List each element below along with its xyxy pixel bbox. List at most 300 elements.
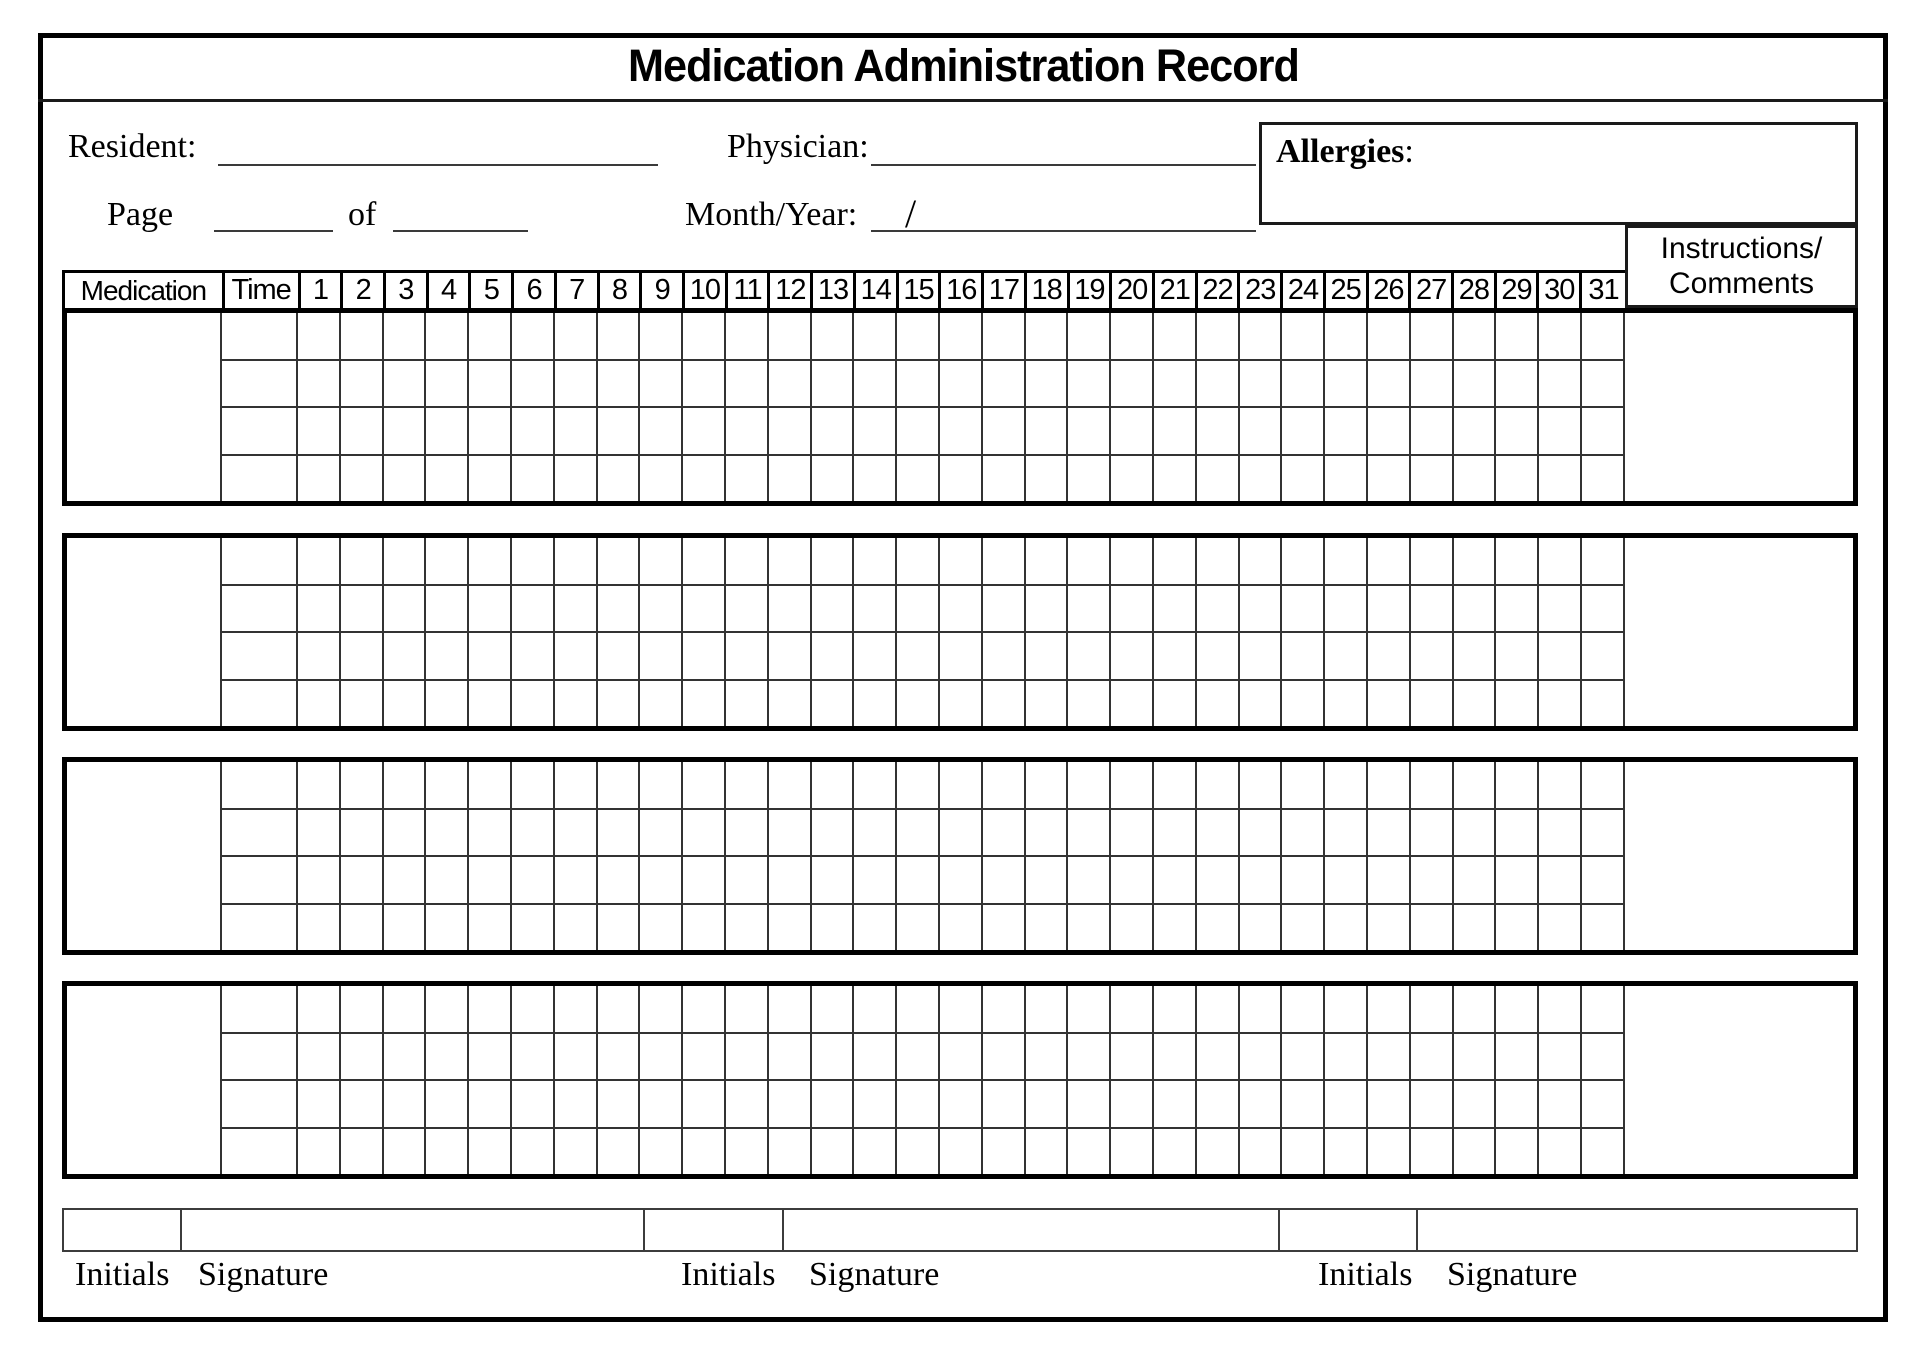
day-grid-cell[interactable] xyxy=(1154,986,1197,1032)
day-grid-cell[interactable] xyxy=(1068,313,1111,359)
day-grid-cell[interactable] xyxy=(769,586,812,632)
time-cell[interactable] xyxy=(222,1129,298,1175)
day-grid-cell[interactable] xyxy=(683,681,726,727)
page-number-line[interactable] xyxy=(214,198,333,232)
day-grid-cell[interactable] xyxy=(640,1034,683,1080)
day-grid-cell[interactable] xyxy=(1026,1081,1069,1127)
day-grid-cell[interactable] xyxy=(769,1129,812,1175)
day-grid-cell[interactable] xyxy=(1539,1129,1582,1175)
medication-name-cell[interactable] xyxy=(67,538,222,726)
day-grid-cell[interactable] xyxy=(298,313,341,359)
day-grid-cell[interactable] xyxy=(1282,408,1325,454)
day-grid-cell[interactable] xyxy=(897,1129,940,1175)
day-grid-cell[interactable] xyxy=(854,456,897,502)
day-grid-cell[interactable] xyxy=(1026,762,1069,808)
day-grid-cell[interactable] xyxy=(1325,1034,1368,1080)
day-grid-cell[interactable] xyxy=(1539,905,1582,951)
day-grid-cell[interactable] xyxy=(640,361,683,407)
day-grid-cell[interactable] xyxy=(1539,586,1582,632)
day-grid-cell[interactable] xyxy=(1368,408,1411,454)
day-grid-cell[interactable] xyxy=(1197,905,1240,951)
day-grid-cell[interactable] xyxy=(512,1034,555,1080)
day-grid-cell[interactable] xyxy=(1154,1129,1197,1175)
day-grid-cell[interactable] xyxy=(940,1129,983,1175)
day-grid-cell[interactable] xyxy=(1325,905,1368,951)
day-grid-cell[interactable] xyxy=(512,586,555,632)
day-grid-cell[interactable] xyxy=(1111,1129,1154,1175)
day-grid-cell[interactable] xyxy=(1282,633,1325,679)
day-grid-cell[interactable] xyxy=(341,762,384,808)
day-grid-cell[interactable] xyxy=(512,681,555,727)
day-grid-cell[interactable] xyxy=(1240,1034,1283,1080)
day-grid-cell[interactable] xyxy=(512,456,555,502)
day-grid-cell[interactable] xyxy=(1154,586,1197,632)
day-grid-cell[interactable] xyxy=(1411,361,1454,407)
day-grid-cell[interactable] xyxy=(1539,857,1582,903)
day-grid-cell[interactable] xyxy=(726,762,769,808)
day-grid-cell[interactable] xyxy=(555,681,598,727)
day-grid-cell[interactable] xyxy=(1454,313,1497,359)
day-grid-cell[interactable] xyxy=(1197,1034,1240,1080)
day-grid-cell[interactable] xyxy=(940,986,983,1032)
month-year-input-line[interactable] xyxy=(871,198,1256,232)
day-grid-cell[interactable] xyxy=(897,905,940,951)
instructions-comments-cell[interactable] xyxy=(1625,538,1853,726)
day-grid-cell[interactable] xyxy=(469,1129,512,1175)
day-grid-cell[interactable] xyxy=(1411,1081,1454,1127)
day-grid-cell[interactable] xyxy=(469,857,512,903)
day-grid-cell[interactable] xyxy=(940,361,983,407)
day-grid-cell[interactable] xyxy=(769,1034,812,1080)
day-grid-cell[interactable] xyxy=(940,1081,983,1127)
day-grid-cell[interactable] xyxy=(298,810,341,856)
time-cell[interactable] xyxy=(222,538,298,584)
day-grid-cell[interactable] xyxy=(726,361,769,407)
time-cell[interactable] xyxy=(222,1081,298,1127)
day-grid-cell[interactable] xyxy=(598,456,641,502)
day-grid-cell[interactable] xyxy=(298,681,341,727)
day-grid-cell[interactable] xyxy=(1368,538,1411,584)
day-grid-cell[interactable] xyxy=(769,905,812,951)
signature-box[interactable] xyxy=(1418,1210,1856,1250)
day-grid-cell[interactable] xyxy=(1197,681,1240,727)
page-total-line[interactable] xyxy=(393,198,528,232)
day-grid-cell[interactable] xyxy=(983,456,1026,502)
day-grid-cell[interactable] xyxy=(298,857,341,903)
day-grid-cell[interactable] xyxy=(341,905,384,951)
instructions-comments-cell[interactable] xyxy=(1625,313,1853,501)
day-grid-cell[interactable] xyxy=(1026,408,1069,454)
day-grid-cell[interactable] xyxy=(1368,586,1411,632)
day-grid-cell[interactable] xyxy=(1325,633,1368,679)
day-grid-cell[interactable] xyxy=(1582,986,1625,1032)
day-grid-cell[interactable] xyxy=(1582,1081,1625,1127)
day-grid-cell[interactable] xyxy=(555,810,598,856)
allergies-box[interactable] xyxy=(1259,122,1858,225)
day-grid-cell[interactable] xyxy=(426,633,469,679)
day-grid-cell[interactable] xyxy=(769,633,812,679)
day-grid-cell[interactable] xyxy=(1240,1081,1283,1127)
day-grid-cell[interactable] xyxy=(384,681,427,727)
day-grid-cell[interactable] xyxy=(598,681,641,727)
day-grid-cell[interactable] xyxy=(854,538,897,584)
day-grid-cell[interactable] xyxy=(469,313,512,359)
day-grid-cell[interactable] xyxy=(1111,986,1154,1032)
day-grid-cell[interactable] xyxy=(1582,538,1625,584)
initials-box[interactable] xyxy=(1280,1210,1418,1250)
day-grid-cell[interactable] xyxy=(1197,1081,1240,1127)
day-grid-cell[interactable] xyxy=(1368,1081,1411,1127)
day-grid-cell[interactable] xyxy=(1240,633,1283,679)
day-grid-cell[interactable] xyxy=(683,857,726,903)
day-grid-cell[interactable] xyxy=(640,986,683,1032)
day-grid-cell[interactable] xyxy=(1582,1129,1625,1175)
day-grid-cell[interactable] xyxy=(1240,361,1283,407)
day-grid-cell[interactable] xyxy=(1539,538,1582,584)
day-grid-cell[interactable] xyxy=(940,586,983,632)
day-grid-cell[interactable] xyxy=(1240,456,1283,502)
day-grid-cell[interactable] xyxy=(1496,361,1539,407)
day-grid-cell[interactable] xyxy=(640,313,683,359)
day-grid-cell[interactable] xyxy=(1068,1129,1111,1175)
day-grid-cell[interactable] xyxy=(512,905,555,951)
day-grid-cell[interactable] xyxy=(1582,408,1625,454)
day-grid-cell[interactable] xyxy=(812,857,855,903)
day-grid-cell[interactable] xyxy=(1068,681,1111,727)
day-grid-cell[interactable] xyxy=(1026,361,1069,407)
day-grid-cell[interactable] xyxy=(726,456,769,502)
day-grid-cell[interactable] xyxy=(640,1129,683,1175)
day-grid-cell[interactable] xyxy=(854,762,897,808)
day-grid-cell[interactable] xyxy=(1496,905,1539,951)
day-grid-cell[interactable] xyxy=(598,905,641,951)
day-grid-cell[interactable] xyxy=(1411,762,1454,808)
day-grid-cell[interactable] xyxy=(512,313,555,359)
day-grid-cell[interactable] xyxy=(1496,857,1539,903)
day-grid-cell[interactable] xyxy=(640,408,683,454)
time-cell[interactable] xyxy=(222,361,298,407)
day-grid-cell[interactable] xyxy=(1368,810,1411,856)
day-grid-cell[interactable] xyxy=(683,1034,726,1080)
day-grid-cell[interactable] xyxy=(1026,633,1069,679)
day-grid-cell[interactable] xyxy=(469,905,512,951)
day-grid-cell[interactable] xyxy=(769,361,812,407)
day-grid-cell[interactable] xyxy=(1197,857,1240,903)
day-grid-cell[interactable] xyxy=(1368,633,1411,679)
day-grid-cell[interactable] xyxy=(854,681,897,727)
day-grid-cell[interactable] xyxy=(769,810,812,856)
day-grid-cell[interactable] xyxy=(1026,538,1069,584)
day-grid-cell[interactable] xyxy=(854,1081,897,1127)
day-grid-cell[interactable] xyxy=(1539,986,1582,1032)
day-grid-cell[interactable] xyxy=(598,1081,641,1127)
day-grid-cell[interactable] xyxy=(1068,1081,1111,1127)
day-grid-cell[interactable] xyxy=(812,313,855,359)
day-grid-cell[interactable] xyxy=(983,1034,1026,1080)
day-grid-cell[interactable] xyxy=(426,986,469,1032)
day-grid-cell[interactable] xyxy=(1539,361,1582,407)
day-grid-cell[interactable] xyxy=(812,762,855,808)
day-grid-cell[interactable] xyxy=(683,1129,726,1175)
day-grid-cell[interactable] xyxy=(384,857,427,903)
day-grid-cell[interactable] xyxy=(384,1081,427,1127)
day-grid-cell[interactable] xyxy=(1454,762,1497,808)
day-grid-cell[interactable] xyxy=(426,538,469,584)
day-grid-cell[interactable] xyxy=(1111,586,1154,632)
day-grid-cell[interactable] xyxy=(726,538,769,584)
day-grid-cell[interactable] xyxy=(384,905,427,951)
day-grid-cell[interactable] xyxy=(598,986,641,1032)
day-grid-cell[interactable] xyxy=(1454,586,1497,632)
day-grid-cell[interactable] xyxy=(512,857,555,903)
day-grid-cell[interactable] xyxy=(1068,762,1111,808)
day-grid-cell[interactable] xyxy=(426,905,469,951)
day-grid-cell[interactable] xyxy=(555,408,598,454)
day-grid-cell[interactable] xyxy=(1154,762,1197,808)
day-grid-cell[interactable] xyxy=(384,633,427,679)
day-grid-cell[interactable] xyxy=(1197,810,1240,856)
day-grid-cell[interactable] xyxy=(1539,810,1582,856)
day-grid-cell[interactable] xyxy=(1282,586,1325,632)
day-grid-cell[interactable] xyxy=(384,1034,427,1080)
day-grid-cell[interactable] xyxy=(640,1081,683,1127)
day-grid-cell[interactable] xyxy=(683,905,726,951)
day-grid-cell[interactable] xyxy=(812,361,855,407)
day-grid-cell[interactable] xyxy=(1411,1129,1454,1175)
day-grid-cell[interactable] xyxy=(1068,810,1111,856)
time-cell[interactable] xyxy=(222,681,298,727)
day-grid-cell[interactable] xyxy=(854,857,897,903)
day-grid-cell[interactable] xyxy=(640,810,683,856)
day-grid-cell[interactable] xyxy=(298,1034,341,1080)
day-grid-cell[interactable] xyxy=(512,408,555,454)
time-cell[interactable] xyxy=(222,905,298,951)
day-grid-cell[interactable] xyxy=(983,313,1026,359)
day-grid-cell[interactable] xyxy=(384,1129,427,1175)
day-grid-cell[interactable] xyxy=(769,313,812,359)
time-cell[interactable] xyxy=(222,1034,298,1080)
day-grid-cell[interactable] xyxy=(298,408,341,454)
day-grid-cell[interactable] xyxy=(1154,810,1197,856)
day-grid-cell[interactable] xyxy=(384,538,427,584)
time-cell[interactable] xyxy=(222,810,298,856)
day-grid-cell[interactable] xyxy=(683,762,726,808)
time-cell[interactable] xyxy=(222,586,298,632)
time-cell[interactable] xyxy=(222,857,298,903)
day-grid-cell[interactable] xyxy=(555,361,598,407)
day-grid-cell[interactable] xyxy=(426,313,469,359)
day-grid-cell[interactable] xyxy=(1240,586,1283,632)
day-grid-cell[interactable] xyxy=(769,681,812,727)
day-grid-cell[interactable] xyxy=(1026,905,1069,951)
day-grid-cell[interactable] xyxy=(940,1034,983,1080)
day-grid-cell[interactable] xyxy=(1068,986,1111,1032)
day-grid-cell[interactable] xyxy=(1111,361,1154,407)
day-grid-cell[interactable] xyxy=(1325,986,1368,1032)
medication-name-cell[interactable] xyxy=(67,762,222,950)
day-grid-cell[interactable] xyxy=(1282,1081,1325,1127)
day-grid-cell[interactable] xyxy=(769,986,812,1032)
day-grid-cell[interactable] xyxy=(1496,986,1539,1032)
day-grid-cell[interactable] xyxy=(1197,586,1240,632)
day-grid-cell[interactable] xyxy=(1582,762,1625,808)
day-grid-cell[interactable] xyxy=(1454,681,1497,727)
day-grid-cell[interactable] xyxy=(854,313,897,359)
day-grid-cell[interactable] xyxy=(1282,905,1325,951)
day-grid-cell[interactable] xyxy=(1539,408,1582,454)
day-grid-cell[interactable] xyxy=(897,586,940,632)
day-grid-cell[interactable] xyxy=(469,586,512,632)
day-grid-cell[interactable] xyxy=(512,633,555,679)
day-grid-cell[interactable] xyxy=(1197,408,1240,454)
day-grid-cell[interactable] xyxy=(512,810,555,856)
day-grid-cell[interactable] xyxy=(1154,313,1197,359)
day-grid-cell[interactable] xyxy=(726,1081,769,1127)
day-grid-cell[interactable] xyxy=(1454,1129,1497,1175)
day-grid-cell[interactable] xyxy=(598,408,641,454)
medication-name-cell[interactable] xyxy=(67,986,222,1174)
day-grid-cell[interactable] xyxy=(1154,538,1197,584)
day-grid-cell[interactable] xyxy=(1240,408,1283,454)
day-grid-cell[interactable] xyxy=(983,586,1026,632)
day-grid-cell[interactable] xyxy=(341,456,384,502)
day-grid-cell[interactable] xyxy=(426,681,469,727)
day-grid-cell[interactable] xyxy=(1154,408,1197,454)
day-grid-cell[interactable] xyxy=(1154,633,1197,679)
day-grid-cell[interactable] xyxy=(1325,762,1368,808)
day-grid-cell[interactable] xyxy=(983,408,1026,454)
day-grid-cell[interactable] xyxy=(854,810,897,856)
day-grid-cell[interactable] xyxy=(469,681,512,727)
day-grid-cell[interactable] xyxy=(1240,1129,1283,1175)
day-grid-cell[interactable] xyxy=(1454,857,1497,903)
day-grid-cell[interactable] xyxy=(341,633,384,679)
day-grid-cell[interactable] xyxy=(1154,681,1197,727)
day-grid-cell[interactable] xyxy=(1411,681,1454,727)
day-grid-cell[interactable] xyxy=(1496,538,1539,584)
day-grid-cell[interactable] xyxy=(1154,905,1197,951)
day-grid-cell[interactable] xyxy=(683,1081,726,1127)
day-grid-cell[interactable] xyxy=(512,1081,555,1127)
day-grid-cell[interactable] xyxy=(598,1129,641,1175)
day-grid-cell[interactable] xyxy=(469,408,512,454)
day-grid-cell[interactable] xyxy=(897,857,940,903)
day-grid-cell[interactable] xyxy=(812,1034,855,1080)
day-grid-cell[interactable] xyxy=(1582,586,1625,632)
day-grid-cell[interactable] xyxy=(983,905,1026,951)
day-grid-cell[interactable] xyxy=(555,456,598,502)
day-grid-cell[interactable] xyxy=(1197,456,1240,502)
day-grid-cell[interactable] xyxy=(683,633,726,679)
day-grid-cell[interactable] xyxy=(897,1034,940,1080)
day-grid-cell[interactable] xyxy=(983,633,1026,679)
day-grid-cell[interactable] xyxy=(555,905,598,951)
medication-name-cell[interactable] xyxy=(67,313,222,501)
day-grid-cell[interactable] xyxy=(812,1081,855,1127)
resident-input-line[interactable] xyxy=(218,132,658,166)
day-grid-cell[interactable] xyxy=(1582,456,1625,502)
day-grid-cell[interactable] xyxy=(1111,857,1154,903)
day-grid-cell[interactable] xyxy=(298,456,341,502)
day-grid-cell[interactable] xyxy=(1539,1034,1582,1080)
day-grid-cell[interactable] xyxy=(1496,633,1539,679)
day-grid-cell[interactable] xyxy=(769,456,812,502)
day-grid-cell[interactable] xyxy=(726,313,769,359)
day-grid-cell[interactable] xyxy=(897,408,940,454)
day-grid-cell[interactable] xyxy=(598,1034,641,1080)
day-grid-cell[interactable] xyxy=(812,408,855,454)
day-grid-cell[interactable] xyxy=(1282,538,1325,584)
day-grid-cell[interactable] xyxy=(640,762,683,808)
day-grid-cell[interactable] xyxy=(1068,1034,1111,1080)
day-grid-cell[interactable] xyxy=(1197,313,1240,359)
day-grid-cell[interactable] xyxy=(1496,810,1539,856)
day-grid-cell[interactable] xyxy=(1368,986,1411,1032)
day-grid-cell[interactable] xyxy=(1282,810,1325,856)
day-grid-cell[interactable] xyxy=(812,681,855,727)
day-grid-cell[interactable] xyxy=(1325,408,1368,454)
day-grid-cell[interactable] xyxy=(726,681,769,727)
day-grid-cell[interactable] xyxy=(341,857,384,903)
day-grid-cell[interactable] xyxy=(640,681,683,727)
day-grid-cell[interactable] xyxy=(298,1129,341,1175)
day-grid-cell[interactable] xyxy=(1240,810,1283,856)
day-grid-cell[interactable] xyxy=(384,986,427,1032)
day-grid-cell[interactable] xyxy=(1026,857,1069,903)
day-grid-cell[interactable] xyxy=(1325,810,1368,856)
day-grid-cell[interactable] xyxy=(341,538,384,584)
day-grid-cell[interactable] xyxy=(897,762,940,808)
day-grid-cell[interactable] xyxy=(1454,633,1497,679)
day-grid-cell[interactable] xyxy=(469,986,512,1032)
day-grid-cell[interactable] xyxy=(1068,538,1111,584)
day-grid-cell[interactable] xyxy=(1368,681,1411,727)
day-grid-cell[interactable] xyxy=(341,408,384,454)
day-grid-cell[interactable] xyxy=(1496,586,1539,632)
time-cell[interactable] xyxy=(222,408,298,454)
day-grid-cell[interactable] xyxy=(1282,986,1325,1032)
day-grid-cell[interactable] xyxy=(1582,1034,1625,1080)
day-grid-cell[interactable] xyxy=(1454,361,1497,407)
day-grid-cell[interactable] xyxy=(940,538,983,584)
day-grid-cell[interactable] xyxy=(726,633,769,679)
day-grid-cell[interactable] xyxy=(1197,633,1240,679)
day-grid-cell[interactable] xyxy=(983,762,1026,808)
day-grid-cell[interactable] xyxy=(1068,586,1111,632)
day-grid-cell[interactable] xyxy=(983,1129,1026,1175)
day-grid-cell[interactable] xyxy=(640,857,683,903)
signature-box[interactable] xyxy=(182,1210,645,1250)
day-grid-cell[interactable] xyxy=(1325,538,1368,584)
day-grid-cell[interactable] xyxy=(1539,456,1582,502)
day-grid-cell[interactable] xyxy=(1454,810,1497,856)
day-grid-cell[interactable] xyxy=(1068,408,1111,454)
day-grid-cell[interactable] xyxy=(983,538,1026,584)
day-grid-cell[interactable] xyxy=(1539,1081,1582,1127)
day-grid-cell[interactable] xyxy=(341,810,384,856)
day-grid-cell[interactable] xyxy=(897,313,940,359)
day-grid-cell[interactable] xyxy=(1411,1034,1454,1080)
day-grid-cell[interactable] xyxy=(384,456,427,502)
day-grid-cell[interactable] xyxy=(1026,681,1069,727)
day-grid-cell[interactable] xyxy=(683,313,726,359)
day-grid-cell[interactable] xyxy=(1496,681,1539,727)
day-grid-cell[interactable] xyxy=(298,762,341,808)
day-grid-cell[interactable] xyxy=(726,857,769,903)
day-grid-cell[interactable] xyxy=(426,762,469,808)
day-grid-cell[interactable] xyxy=(940,408,983,454)
day-grid-cell[interactable] xyxy=(1111,905,1154,951)
